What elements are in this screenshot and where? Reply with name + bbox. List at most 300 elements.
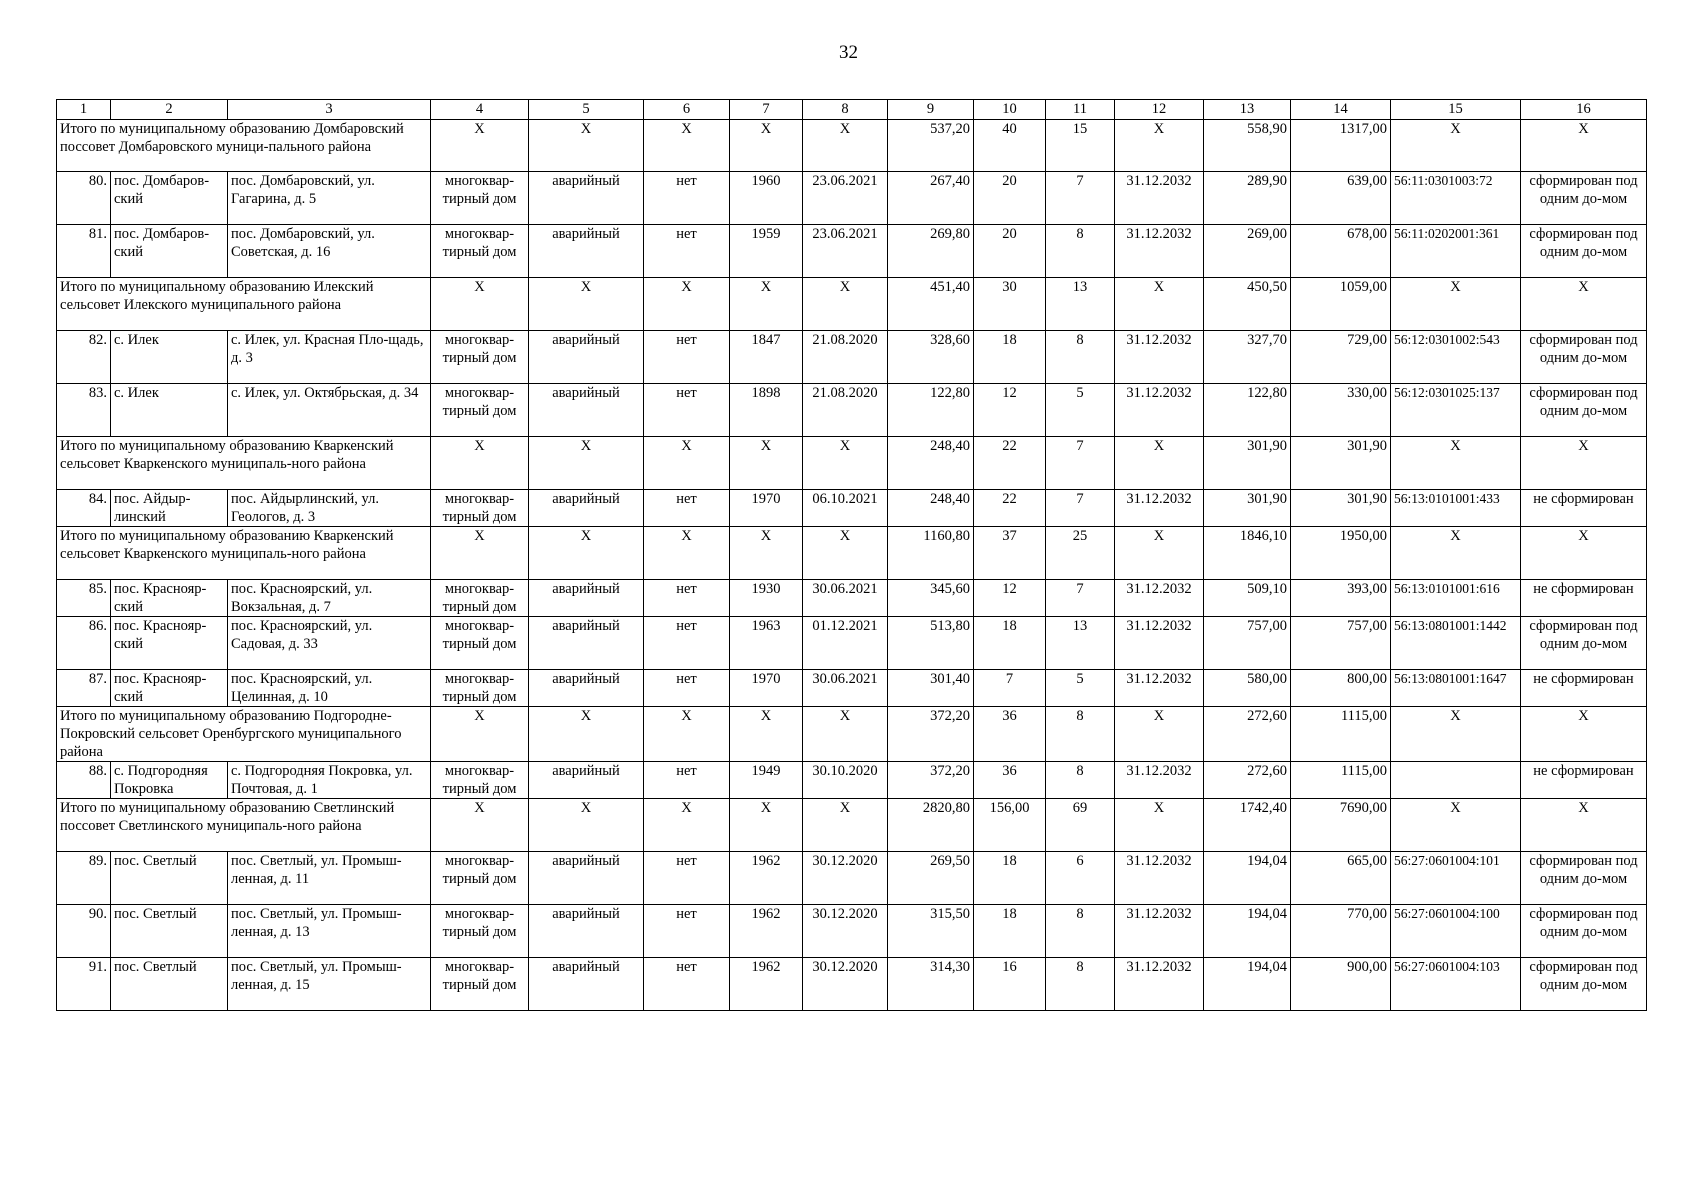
area-value: 1950,00 — [1291, 527, 1391, 580]
building-type: многоквар-тирный дом — [431, 580, 529, 617]
table-row — [57, 384, 1647, 437]
cadastral-number: 56:11:0301003:72 — [1391, 172, 1521, 225]
subtotal-row — [57, 120, 1647, 172]
area-value: 122,80 — [888, 384, 974, 437]
area-value: 301,90 — [1204, 437, 1291, 490]
condition: X — [529, 799, 644, 852]
row-number: 91. — [57, 958, 111, 1011]
area-value: 1846,10 — [1204, 527, 1291, 580]
flats-count: 8 — [1046, 707, 1115, 762]
area-value: 1317,00 — [1291, 120, 1391, 172]
row-number: 84. — [57, 490, 111, 527]
condition: аварийный — [529, 670, 644, 707]
subtotal-label: Итого по муниципальному образованию Кваркенский сельсовет Кваркенского муниципаль-ного района — [57, 437, 431, 490]
area-value: 757,00 — [1204, 617, 1291, 670]
residents-count: 37 — [974, 527, 1046, 580]
area-value: 315,50 — [888, 905, 974, 958]
recognition-date: 01.12.2021 — [803, 617, 888, 670]
land-status: не сформирован — [1521, 762, 1647, 799]
area-value: 314,30 — [888, 958, 974, 1011]
area-value: 272,60 — [1204, 707, 1291, 762]
planned-date: 31.12.2032 — [1115, 762, 1204, 799]
column-number: 8 — [803, 100, 888, 120]
cell-value: нет — [644, 331, 730, 384]
settlement: пос. Светлый — [111, 852, 228, 905]
year-built: 1970 — [730, 490, 803, 527]
area-value: 451,40 — [888, 278, 974, 331]
cell-value: X — [644, 707, 730, 762]
condition: X — [529, 278, 644, 331]
cadastral-number: X — [1391, 527, 1521, 580]
flats-count: 7 — [1046, 172, 1115, 225]
cadastral-number: X — [1391, 799, 1521, 852]
cadastral-number: 56:27:0601004:100 — [1391, 905, 1521, 958]
area-value: 269,80 — [888, 225, 974, 278]
table-row — [57, 958, 1647, 1011]
area-value: 678,00 — [1291, 225, 1391, 278]
address: пос. Домбаровский, ул. Гагарина, д. 5 — [228, 172, 431, 225]
recognition-date: X — [803, 707, 888, 762]
area-value: 301,40 — [888, 670, 974, 707]
settlement: с. Подгородняя Покровка — [111, 762, 228, 799]
table-row — [57, 852, 1647, 905]
cell-value: нет — [644, 958, 730, 1011]
page-number: 32 — [839, 42, 858, 63]
cadastral-number — [1391, 762, 1521, 799]
flats-count: 25 — [1046, 527, 1115, 580]
housing-registry-table — [56, 99, 1647, 1011]
area-value: 372,20 — [888, 707, 974, 762]
settlement: пос. Домбаров-ский — [111, 172, 228, 225]
building-type: многоквар-тирный дом — [431, 670, 529, 707]
land-status: сформирован под одним до-мом — [1521, 905, 1647, 958]
year-built: 1962 — [730, 905, 803, 958]
condition: аварийный — [529, 905, 644, 958]
flats-count: 8 — [1046, 225, 1115, 278]
area-value: 1115,00 — [1291, 762, 1391, 799]
building-type: многоквар-тирный дом — [431, 172, 529, 225]
planned-date: 31.12.2032 — [1115, 172, 1204, 225]
flats-count: 5 — [1046, 384, 1115, 437]
table-row — [57, 331, 1647, 384]
planned-date: 31.12.2032 — [1115, 617, 1204, 670]
column-number: 1 — [57, 100, 111, 120]
table-row — [57, 490, 1647, 527]
recognition-date: X — [803, 799, 888, 852]
area-value: 7690,00 — [1291, 799, 1391, 852]
residents-count: 22 — [974, 437, 1046, 490]
area-value: 729,00 — [1291, 331, 1391, 384]
area-value: 639,00 — [1291, 172, 1391, 225]
cadastral-number: X — [1391, 278, 1521, 331]
cell-value: нет — [644, 384, 730, 437]
land-status: сформирован под одним до-мом — [1521, 172, 1647, 225]
area-value: 372,20 — [888, 762, 974, 799]
row-number: 88. — [57, 762, 111, 799]
condition: X — [529, 120, 644, 172]
land-status: X — [1521, 278, 1647, 331]
land-status: не сформирован — [1521, 580, 1647, 617]
building-type: X — [431, 278, 529, 331]
cell-value: нет — [644, 617, 730, 670]
area-value: 301,90 — [1291, 437, 1391, 490]
building-type: многоквар-тирный дом — [431, 225, 529, 278]
residents-count: 12 — [974, 384, 1046, 437]
planned-date: X — [1115, 799, 1204, 852]
flats-count: 7 — [1046, 490, 1115, 527]
recognition-date: 23.06.2021 — [803, 172, 888, 225]
area-value: 301,90 — [1204, 490, 1291, 527]
area-value: 194,04 — [1204, 905, 1291, 958]
settlement: пос. Светлый — [111, 958, 228, 1011]
flats-count: 7 — [1046, 437, 1115, 490]
column-number: 2 — [111, 100, 228, 120]
land-status: сформирован под одним до-мом — [1521, 225, 1647, 278]
year-built: 1930 — [730, 580, 803, 617]
area-value: 194,04 — [1204, 958, 1291, 1011]
table-body — [57, 100, 1647, 1011]
area-value: 272,60 — [1204, 762, 1291, 799]
residents-count: 16 — [974, 958, 1046, 1011]
cell-value: X — [644, 120, 730, 172]
year-built: 1959 — [730, 225, 803, 278]
land-status: сформирован под одним до-мом — [1521, 852, 1647, 905]
settlement: с. Илек — [111, 331, 228, 384]
settlement: с. Илек — [111, 384, 228, 437]
cell-value: нет — [644, 905, 730, 958]
planned-date: 31.12.2032 — [1115, 852, 1204, 905]
row-number: 80. — [57, 172, 111, 225]
year-built: 1949 — [730, 762, 803, 799]
row-number: 82. — [57, 331, 111, 384]
table-row — [57, 225, 1647, 278]
recognition-date: X — [803, 120, 888, 172]
address: с. Илек, ул. Красная Пло-щадь, д. 3 — [228, 331, 431, 384]
flats-count: 8 — [1046, 762, 1115, 799]
land-status: X — [1521, 527, 1647, 580]
planned-date: 31.12.2032 — [1115, 490, 1204, 527]
address: с. Подгородняя Покровка, ул. Почтовая, д. 1 — [228, 762, 431, 799]
settlement: пос. Краснояр-ский — [111, 670, 228, 707]
area-value: 509,10 — [1204, 580, 1291, 617]
planned-date: 31.12.2032 — [1115, 580, 1204, 617]
column-number: 5 — [529, 100, 644, 120]
area-value: 770,00 — [1291, 905, 1391, 958]
flats-count: 7 — [1046, 580, 1115, 617]
planned-date: X — [1115, 437, 1204, 490]
cell-value: нет — [644, 225, 730, 278]
cadastral-number: X — [1391, 707, 1521, 762]
condition: аварийный — [529, 852, 644, 905]
address: пос. Светлый, ул. Промыш-ленная, д. 15 — [228, 958, 431, 1011]
column-number: 6 — [644, 100, 730, 120]
year-built: 1970 — [730, 670, 803, 707]
year-built: X — [730, 707, 803, 762]
residents-count: 36 — [974, 762, 1046, 799]
residents-count: 36 — [974, 707, 1046, 762]
flats-count: 8 — [1046, 958, 1115, 1011]
flats-count: 8 — [1046, 331, 1115, 384]
year-built: 1963 — [730, 617, 803, 670]
year-built: X — [730, 437, 803, 490]
flats-count: 13 — [1046, 617, 1115, 670]
recognition-date: 30.10.2020 — [803, 762, 888, 799]
area-value: 248,40 — [888, 437, 974, 490]
flats-count: 69 — [1046, 799, 1115, 852]
cadastral-number: 56:13:0101001:433 — [1391, 490, 1521, 527]
cadastral-number: X — [1391, 437, 1521, 490]
settlement: пос. Краснояр-ский — [111, 580, 228, 617]
area-value: 248,40 — [888, 490, 974, 527]
subtotal-row — [57, 527, 1647, 580]
cadastral-number: 56:12:0301002:543 — [1391, 331, 1521, 384]
area-value: 800,00 — [1291, 670, 1391, 707]
subtotal-label: Итого по муниципальному образованию Подгородне-Покровский сельсовет Оренбургского муниципального района — [57, 707, 431, 762]
subtotal-row — [57, 437, 1647, 490]
row-number: 90. — [57, 905, 111, 958]
column-number: 9 — [888, 100, 974, 120]
flats-count: 6 — [1046, 852, 1115, 905]
condition: X — [529, 707, 644, 762]
planned-date: 31.12.2032 — [1115, 905, 1204, 958]
building-type: X — [431, 799, 529, 852]
cell-value: нет — [644, 490, 730, 527]
planned-date: 31.12.2032 — [1115, 958, 1204, 1011]
residents-count: 20 — [974, 225, 1046, 278]
recognition-date: 06.10.2021 — [803, 490, 888, 527]
area-value: 665,00 — [1291, 852, 1391, 905]
land-status: сформирован под одним до-мом — [1521, 384, 1647, 437]
settlement: пос. Айдыр-линский — [111, 490, 228, 527]
residents-count: 18 — [974, 852, 1046, 905]
row-number: 85. — [57, 580, 111, 617]
residents-count: 20 — [974, 172, 1046, 225]
residents-count: 156,00 — [974, 799, 1046, 852]
table-row — [57, 172, 1647, 225]
column-number: 14 — [1291, 100, 1391, 120]
building-type: многоквар-тирный дом — [431, 852, 529, 905]
land-status: X — [1521, 799, 1647, 852]
recognition-date: 21.08.2020 — [803, 331, 888, 384]
residents-count: 7 — [974, 670, 1046, 707]
building-type: многоквар-тирный дом — [431, 958, 529, 1011]
condition: аварийный — [529, 958, 644, 1011]
recognition-date: 23.06.2021 — [803, 225, 888, 278]
building-type: многоквар-тирный дом — [431, 490, 529, 527]
cell-value: нет — [644, 670, 730, 707]
area-value: 450,50 — [1204, 278, 1291, 331]
column-number: 7 — [730, 100, 803, 120]
area-value: 580,00 — [1204, 670, 1291, 707]
cadastral-number: 56:12:0301025:137 — [1391, 384, 1521, 437]
year-built: 1962 — [730, 852, 803, 905]
area-value: 328,60 — [888, 331, 974, 384]
settlement: пос. Домбаров-ский — [111, 225, 228, 278]
subtotal-row — [57, 278, 1647, 331]
year-built: X — [730, 278, 803, 331]
cell-value: X — [644, 437, 730, 490]
subtotal-label: Итого по муниципальному образованию Домбаровский поссовет Домбаровского муници-пального района — [57, 120, 431, 172]
residents-count: 30 — [974, 278, 1046, 331]
recognition-date: 30.12.2020 — [803, 852, 888, 905]
cell-value: нет — [644, 852, 730, 905]
residents-count: 18 — [974, 905, 1046, 958]
planned-date: 31.12.2032 — [1115, 670, 1204, 707]
recognition-date: X — [803, 278, 888, 331]
address: пос. Айдырлинский, ул. Геологов, д. 3 — [228, 490, 431, 527]
recognition-date: X — [803, 437, 888, 490]
row-number: 81. — [57, 225, 111, 278]
settlement: пос. Краснояр-ский — [111, 617, 228, 670]
planned-date: X — [1115, 707, 1204, 762]
area-value: 327,70 — [1204, 331, 1291, 384]
area-value: 757,00 — [1291, 617, 1391, 670]
address: пос. Красноярский, ул. Вокзальная, д. 7 — [228, 580, 431, 617]
recognition-date: 30.12.2020 — [803, 958, 888, 1011]
planned-date: 31.12.2032 — [1115, 225, 1204, 278]
table-row — [57, 670, 1647, 707]
row-number: 83. — [57, 384, 111, 437]
row-number: 86. — [57, 617, 111, 670]
area-value: 345,60 — [888, 580, 974, 617]
building-type: X — [431, 437, 529, 490]
recognition-date: 21.08.2020 — [803, 384, 888, 437]
flats-count: 13 — [1046, 278, 1115, 331]
area-value: 1115,00 — [1291, 707, 1391, 762]
year-built: X — [730, 527, 803, 580]
residents-count: 22 — [974, 490, 1046, 527]
column-number: 11 — [1046, 100, 1115, 120]
cadastral-number: 56:11:0202001:361 — [1391, 225, 1521, 278]
settlement: пос. Светлый — [111, 905, 228, 958]
cadastral-number: 56:13:0101001:616 — [1391, 580, 1521, 617]
table-row — [57, 580, 1647, 617]
condition: аварийный — [529, 762, 644, 799]
area-value: 513,80 — [888, 617, 974, 670]
condition: аварийный — [529, 490, 644, 527]
area-value: 1742,40 — [1204, 799, 1291, 852]
cadastral-number: 56:27:0601004:101 — [1391, 852, 1521, 905]
column-number: 12 — [1115, 100, 1204, 120]
cadastral-number: 56:13:0801001:1442 — [1391, 617, 1521, 670]
cell-value: X — [644, 278, 730, 331]
column-number: 3 — [228, 100, 431, 120]
planned-date: X — [1115, 120, 1204, 172]
year-built: X — [730, 799, 803, 852]
column-number: 16 — [1521, 100, 1647, 120]
column-number: 13 — [1204, 100, 1291, 120]
cell-value: X — [644, 799, 730, 852]
subtotal-row — [57, 707, 1647, 762]
land-status: сформирован под одним до-мом — [1521, 617, 1647, 670]
planned-date: X — [1115, 278, 1204, 331]
condition: аварийный — [529, 172, 644, 225]
land-status: X — [1521, 707, 1647, 762]
land-status: не сформирован — [1521, 490, 1647, 527]
column-number: 4 — [431, 100, 529, 120]
condition: аварийный — [529, 384, 644, 437]
land-status: не сформирован — [1521, 670, 1647, 707]
area-value: 194,04 — [1204, 852, 1291, 905]
land-status: сформирован под одним до-мом — [1521, 958, 1647, 1011]
area-value: 269,00 — [1204, 225, 1291, 278]
area-value: 267,40 — [888, 172, 974, 225]
residents-count: 18 — [974, 617, 1046, 670]
planned-date: 31.12.2032 — [1115, 331, 1204, 384]
table-row — [57, 905, 1647, 958]
address: пос. Домбаровский, ул. Советская, д. 16 — [228, 225, 431, 278]
building-type: X — [431, 527, 529, 580]
building-type: многоквар-тирный дом — [431, 762, 529, 799]
building-type: многоквар-тирный дом — [431, 384, 529, 437]
condition: X — [529, 527, 644, 580]
recognition-date: 30.06.2021 — [803, 670, 888, 707]
building-type: многоквар-тирный дом — [431, 905, 529, 958]
land-status: X — [1521, 437, 1647, 490]
cadastral-number: X — [1391, 120, 1521, 172]
flats-count: 15 — [1046, 120, 1115, 172]
building-type: X — [431, 120, 529, 172]
cadastral-number: 56:13:0801001:1647 — [1391, 670, 1521, 707]
address: пос. Светлый, ул. Промыш-ленная, д. 11 — [228, 852, 431, 905]
residents-count: 40 — [974, 120, 1046, 172]
planned-date: 31.12.2032 — [1115, 384, 1204, 437]
flats-count: 8 — [1046, 905, 1115, 958]
building-type: X — [431, 707, 529, 762]
subtotal-row — [57, 799, 1647, 852]
area-value: 558,90 — [1204, 120, 1291, 172]
column-number: 10 — [974, 100, 1046, 120]
header-row — [57, 100, 1647, 120]
year-built: X — [730, 120, 803, 172]
year-built: 1898 — [730, 384, 803, 437]
row-number: 89. — [57, 852, 111, 905]
recognition-date: X — [803, 527, 888, 580]
cell-value: X — [644, 527, 730, 580]
column-number: 15 — [1391, 100, 1521, 120]
condition: X — [529, 437, 644, 490]
area-value: 122,80 — [1204, 384, 1291, 437]
year-built: 1962 — [730, 958, 803, 1011]
condition: аварийный — [529, 331, 644, 384]
flats-count: 5 — [1046, 670, 1115, 707]
address: с. Илек, ул. Октябрьская, д. 34 — [228, 384, 431, 437]
building-type: многоквар-тирный дом — [431, 331, 529, 384]
area-value: 289,90 — [1204, 172, 1291, 225]
row-number: 87. — [57, 670, 111, 707]
address: пос. Светлый, ул. Промыш-ленная, д. 13 — [228, 905, 431, 958]
cell-value: нет — [644, 580, 730, 617]
area-value: 1059,00 — [1291, 278, 1391, 331]
table-row — [57, 617, 1647, 670]
building-type: многоквар-тирный дом — [431, 617, 529, 670]
planned-date: X — [1115, 527, 1204, 580]
recognition-date: 30.06.2021 — [803, 580, 888, 617]
recognition-date: 30.12.2020 — [803, 905, 888, 958]
residents-count: 12 — [974, 580, 1046, 617]
subtotal-label: Итого по муниципальному образованию Кваркенский сельсовет Кваркенского муниципаль-ного района — [57, 527, 431, 580]
area-value: 393,00 — [1291, 580, 1391, 617]
land-status: сформирован под одним до-мом — [1521, 331, 1647, 384]
table-row — [57, 762, 1647, 799]
residents-count: 18 — [974, 331, 1046, 384]
area-value: 2820,80 — [888, 799, 974, 852]
condition: аварийный — [529, 225, 644, 278]
year-built: 1960 — [730, 172, 803, 225]
subtotal-label: Итого по муниципальному образованию Илекский сельсовет Илекского муниципального района — [57, 278, 431, 331]
area-value: 1160,80 — [888, 527, 974, 580]
area-value: 537,20 — [888, 120, 974, 172]
